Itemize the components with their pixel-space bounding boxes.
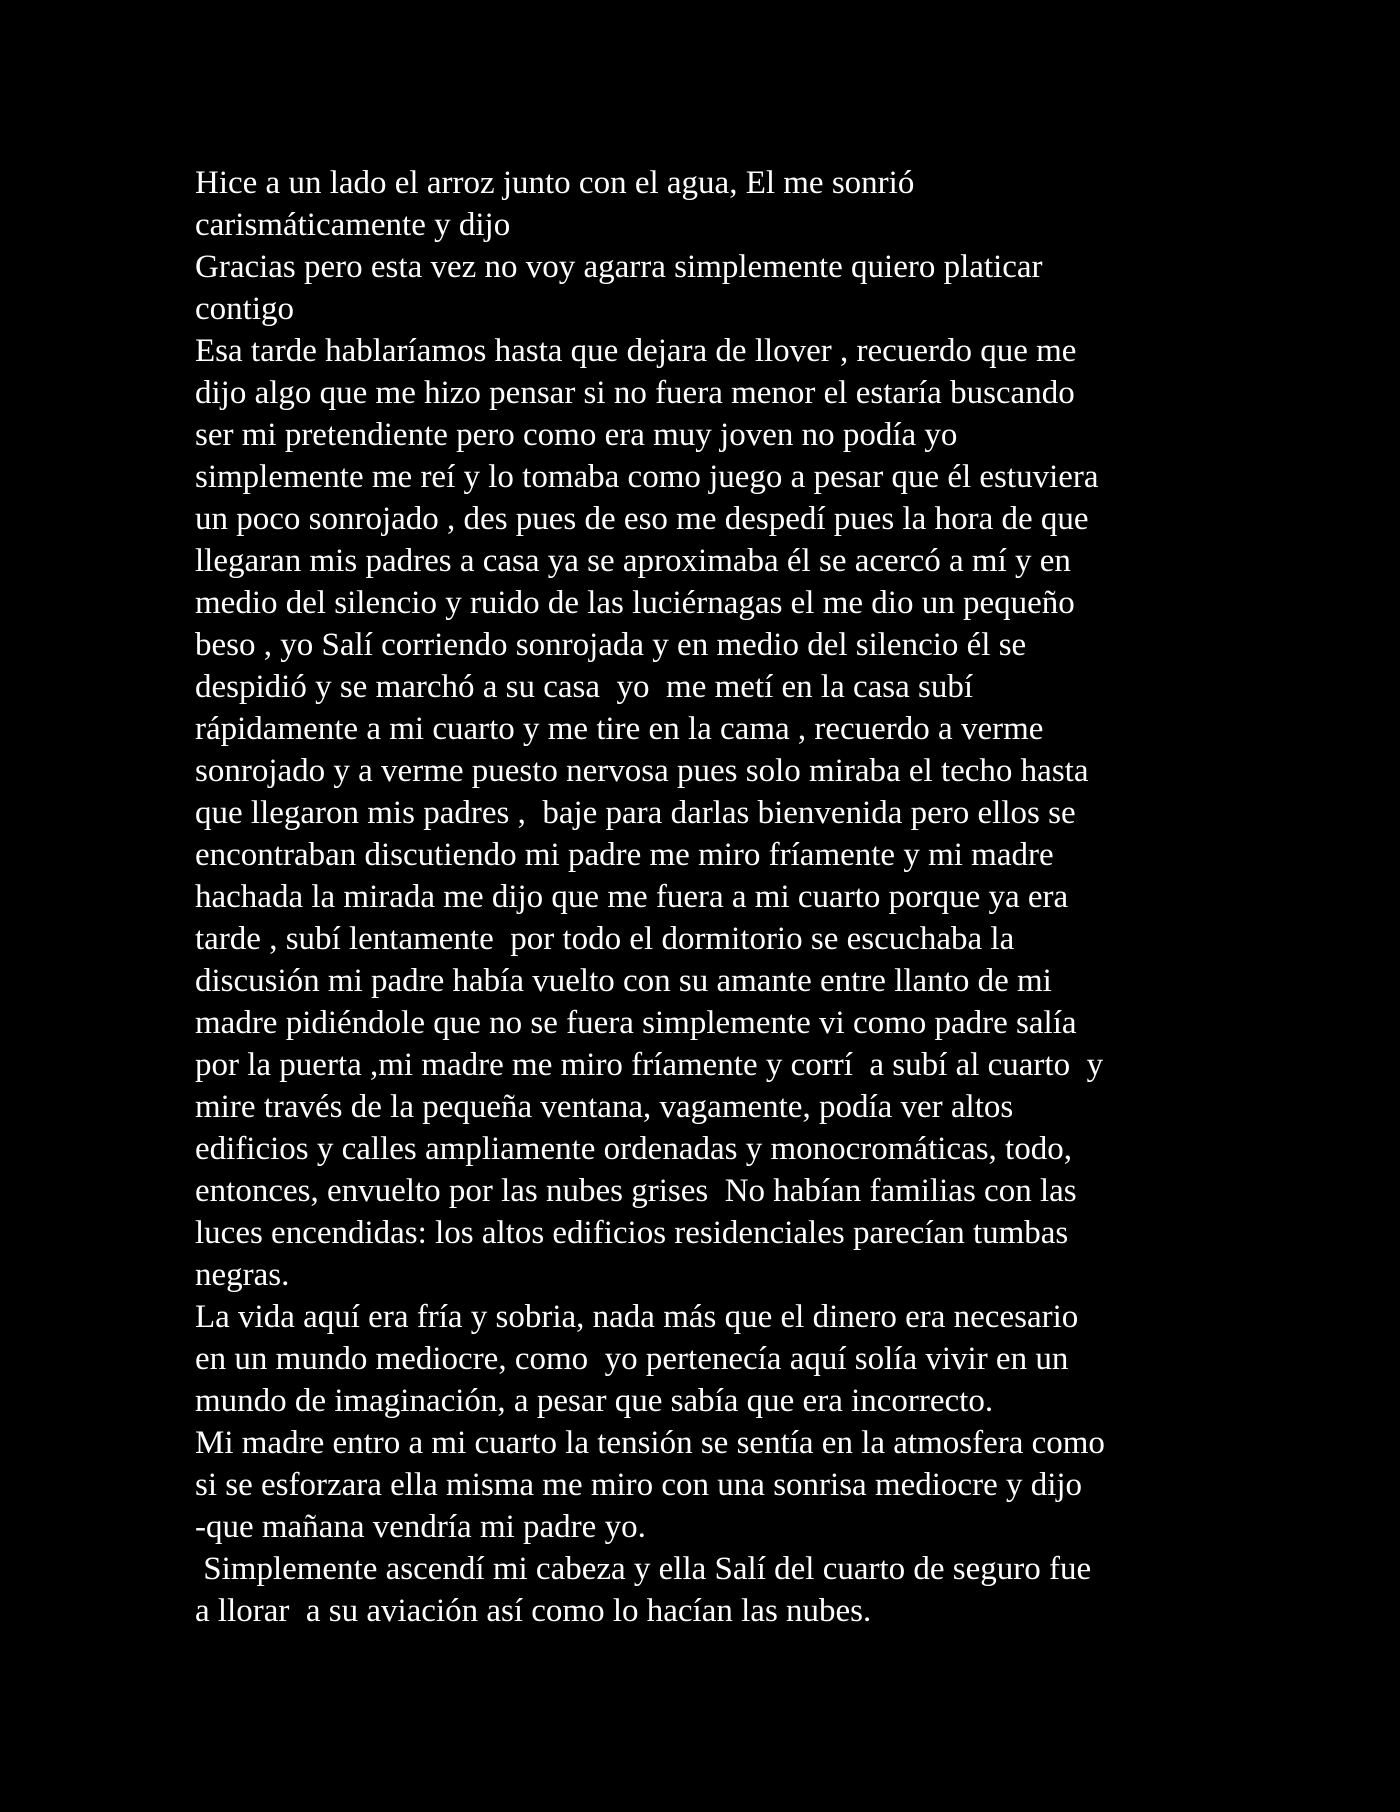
text-line: La vida aquí era fría y sobria, nada más que el dinero era necesario xyxy=(195,1299,1079,1335)
text-line: ser mi pretendiente pero como era muy joven no podía yo xyxy=(195,417,958,453)
text-line: luces encendidas: los altos edificios residenciales parecían tumbas xyxy=(195,1215,1069,1251)
text-line: Gracias pero esta vez no voy agarra simplemente quiero platicar xyxy=(195,249,1043,285)
text-line: encontraban discutiendo mi padre me miro fríamente y mi madre xyxy=(195,837,1054,873)
text-line: rápidamente a mi cuarto y me tire en la cama , recuerdo a verme xyxy=(195,711,1044,747)
text-line: Mi madre entro a mi cuarto la tensión se sentía en la atmosfera como xyxy=(195,1425,1105,1461)
text-line: a llorar a su aviación así como lo hacían las nubes. xyxy=(195,1593,872,1629)
text-line: mire través de la pequeña ventana, vagamente, podía ver altos xyxy=(195,1089,1014,1125)
text-line: edificios y calles ampliamente ordenadas y monocromáticas, todo, xyxy=(195,1131,1072,1167)
text-line: hachada la mirada me dijo que me fuera a mi cuarto porque ya era xyxy=(195,879,1069,915)
text-line: Esa tarde hablaríamos hasta que dejara de llover , recuerdo que me xyxy=(195,333,1077,369)
text-line: si se esforzara ella misma me miro con una sonrisa mediocre y dijo xyxy=(195,1467,1083,1503)
text-line: llegaran mis padres a casa ya se aproximaba él se acercó a mí y en xyxy=(195,543,1071,579)
text-line: discusión mi padre había vuelto con su amante entre llanto de mi xyxy=(195,963,1052,999)
text-line: que llegaron mis padres , baje para darlas bienvenida pero ellos se xyxy=(195,795,1076,831)
text-line: mundo de imaginación, a pesar que sabía que era incorrecto. xyxy=(195,1383,994,1419)
text-line: medio del silencio y ruido de las luciérnagas el me dio un pequeño xyxy=(195,585,1075,621)
story-text xyxy=(195,162,1275,1632)
text-line: beso , yo Salí corriendo sonrojada y en medio del silencio él se xyxy=(195,627,1027,663)
text-line: dijo algo que me hizo pensar si no fuera menor el estaría buscando xyxy=(195,375,1075,411)
text-line: contigo xyxy=(195,291,294,327)
text-line: un poco sonrojado , des pues de eso me despedí pues la hora de que xyxy=(195,501,1089,537)
text-line: carismáticamente y dijo xyxy=(195,207,511,243)
text-line: -que mañana vendría mi padre yo. xyxy=(195,1509,646,1545)
text-line: negras. xyxy=(195,1257,290,1293)
text-line: simplemente me reí y lo tomaba como juego a pesar que él estuviera xyxy=(195,459,1099,495)
text-line: entonces, envuelto por las nubes grises No habían familias con las xyxy=(195,1173,1077,1209)
text-line: Hice a un lado el arroz junto con el agua, El me sonrió xyxy=(195,165,915,201)
text-line: en un mundo mediocre, como yo pertenecía aquí solía vivir en un xyxy=(195,1341,1069,1377)
text-line: Simplemente ascendí mi cabeza y ella Salí del cuarto de seguro fue xyxy=(195,1551,1092,1587)
text-line: despidió y se marchó a su casa yo me metí en la casa subí xyxy=(195,669,974,705)
text-line: sonrojado y a verme puesto nervosa pues solo miraba el techo hasta xyxy=(195,753,1089,789)
text-line: madre pidiéndole que no se fuera simplemente vi como padre salía xyxy=(195,1005,1077,1041)
text-line: tarde , subí lentamente por todo el dormitorio se escuchaba la xyxy=(195,921,1015,957)
text-line: por la puerta ,mi madre me miro fríamente y corrí a subí al cuarto y xyxy=(195,1047,1104,1083)
